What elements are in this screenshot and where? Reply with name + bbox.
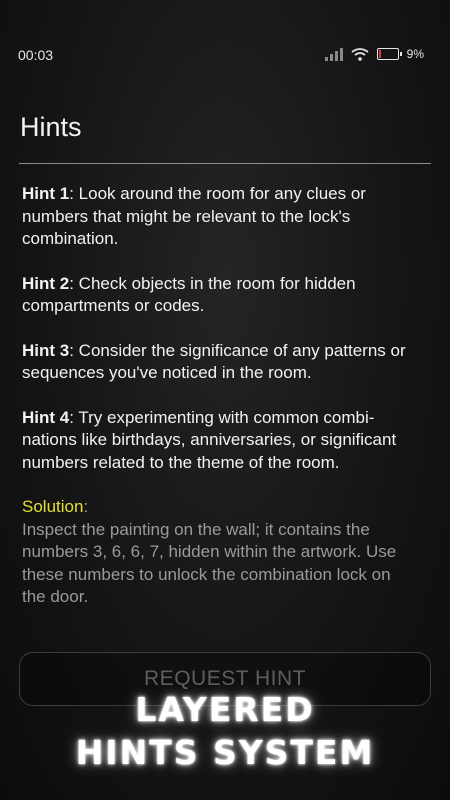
status-time: 00:03 [18, 47, 54, 63]
hint-item [22, 273, 417, 318]
solution-block [22, 496, 417, 609]
signal-icon [325, 48, 343, 61]
solution-colon: : [83, 497, 89, 516]
battery-percent: 9% [406, 47, 424, 61]
hint-item [22, 407, 417, 475]
promo-overlay-line2: HINTS SYSTEM [75, 733, 375, 772]
hint-text: : Check objects in the room for hidden compartments or codes. [22, 273, 356, 315]
request-hint-button[interactable]: REQUEST HINT [19, 652, 431, 706]
battery-fill [379, 50, 381, 58]
hint-text: : Consider the significance of any patterns or sequences you've noticed in the room. [22, 340, 406, 382]
status-bar [0, 0, 450, 110]
hint-label: Hint 4 [22, 407, 70, 427]
hint-text: : Look around the room for any clues or numbers that might be relevant to the lock's combination. [22, 184, 366, 248]
battery-icon [377, 48, 399, 60]
hint-text: : Try experimenting with common combinations like birthdays, anniversaries, or significant numbers related to the theme of the room. [22, 407, 397, 472]
hint-item [22, 340, 417, 385]
page-title: Hints [20, 112, 82, 142]
solution-label: Solution [22, 497, 84, 516]
wifi-icon [351, 47, 369, 61]
title-divider [19, 163, 431, 164]
hint-item [22, 183, 417, 251]
hint-label: Hint 2 [22, 273, 70, 293]
solution-text: Inspect the painting on the wall; it contains the numbers 3, 6, 6, 7, hidden within the artwork. Use these numbers to unlock the combination lock on the door. [22, 519, 397, 606]
hint-label: Hint 1 [22, 184, 70, 203]
promo-overlay-line1: LAYERED [135, 690, 315, 729]
hint-label: Hint 3 [22, 340, 70, 360]
status-icons [325, 47, 424, 61]
hints-list [22, 183, 417, 609]
